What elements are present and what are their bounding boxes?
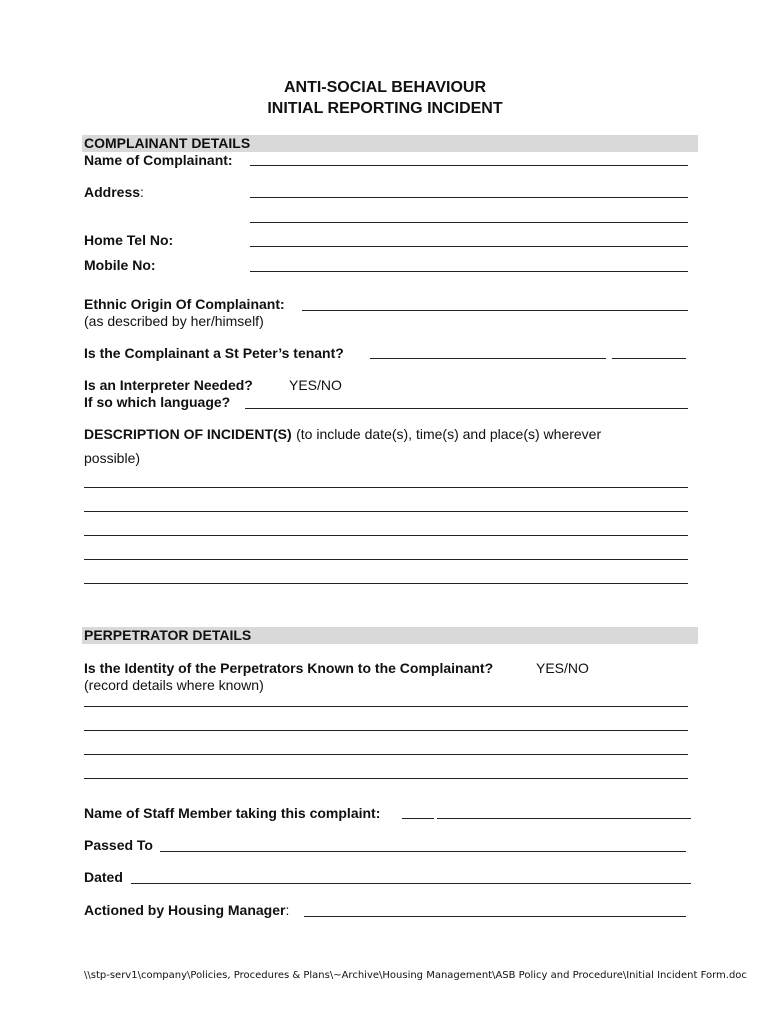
dated-line[interactable] <box>131 883 691 884</box>
mobile-label: Mobile No: <box>84 257 156 273</box>
mobile-line[interactable] <box>250 271 688 272</box>
home-tel-label: Home Tel No: <box>84 232 174 248</box>
staff-member-label: Name of Staff Member taking this complaint: <box>84 805 381 821</box>
perpetrator-line-3[interactable] <box>84 754 688 755</box>
incident-line-4[interactable] <box>84 559 688 560</box>
footer-file-path: \\stp-serv1\company\Policies, Procedures & Plans\~Archive\Housing Management\ASB Policy and Procedure\Initial Incident Form.doc <box>84 970 747 981</box>
incident-line-3[interactable] <box>84 535 688 536</box>
actioned-line[interactable] <box>304 916 686 917</box>
incident-line-5[interactable] <box>84 583 688 584</box>
tenant-answer-line-2[interactable] <box>612 358 686 359</box>
address-label-group <box>84 184 144 202</box>
address-line-2[interactable] <box>250 222 688 223</box>
incident-note-continued: possible) <box>84 450 141 466</box>
incident-note: (to include date(s), time(s) and place(s) wherever <box>296 426 602 442</box>
staff-member-line-short[interactable] <box>402 818 434 819</box>
staff-member-line[interactable] <box>437 818 691 819</box>
tenant-answer-line-1[interactable] <box>370 358 606 359</box>
passed-to-label: Passed To <box>84 837 153 853</box>
address-label: Address <box>84 184 141 200</box>
form-title-line2: INITIAL REPORTING INCIDENT <box>267 100 503 117</box>
perpetrator-identity-note: (record details where known) <box>84 677 264 693</box>
passed-to-line[interactable] <box>160 851 686 852</box>
dated-label: Dated <box>84 869 123 885</box>
language-line[interactable] <box>245 408 688 409</box>
perpetrator-identity-question: Is the Identity of the Perpetrators Known to the Complainant? <box>84 660 494 676</box>
perpetrator-line-4[interactable] <box>84 778 688 779</box>
address-colon: : <box>140 184 144 200</box>
complainant-name-line[interactable] <box>250 165 688 166</box>
interpreter-options[interactable]: YES/NO <box>289 377 342 393</box>
perpetrator-section-heading: PERPETRATOR DETAILS <box>84 627 252 643</box>
incident-heading: DESCRIPTION OF INCIDENT(S) <box>84 426 292 442</box>
address-line-1[interactable] <box>250 197 688 198</box>
perpetrator-line-1[interactable] <box>84 706 688 707</box>
incident-line-2[interactable] <box>84 511 688 512</box>
ethnic-origin-line[interactable] <box>302 310 688 311</box>
ethnic-origin-note: (as described by her/himself) <box>84 313 264 329</box>
perpetrator-line-2[interactable] <box>84 730 688 731</box>
interpreter-question: Is an Interpreter Needed? <box>84 377 253 393</box>
language-label: If so which language? <box>84 394 231 410</box>
incident-line-1[interactable] <box>84 487 688 488</box>
actioned-colon: : <box>285 902 290 918</box>
ethnic-origin-label: Ethnic Origin Of Complainant: <box>84 296 285 312</box>
actioned-label-group <box>84 902 289 920</box>
perpetrator-identity-options[interactable]: YES/NO <box>536 660 589 676</box>
incident-heading-row <box>84 426 601 444</box>
tenant-question: Is the Complainant a St Peter’s tenant? <box>84 345 344 361</box>
actioned-label: Actioned by Housing Manager <box>84 902 286 918</box>
form-title-line1: ANTI-SOCIAL BEHAVIOUR <box>283 79 487 96</box>
home-tel-line[interactable] <box>250 246 688 247</box>
complainant-section-heading: COMPLAINANT DETAILS <box>84 135 251 151</box>
complainant-name-label: Name of Complainant: <box>84 152 233 168</box>
